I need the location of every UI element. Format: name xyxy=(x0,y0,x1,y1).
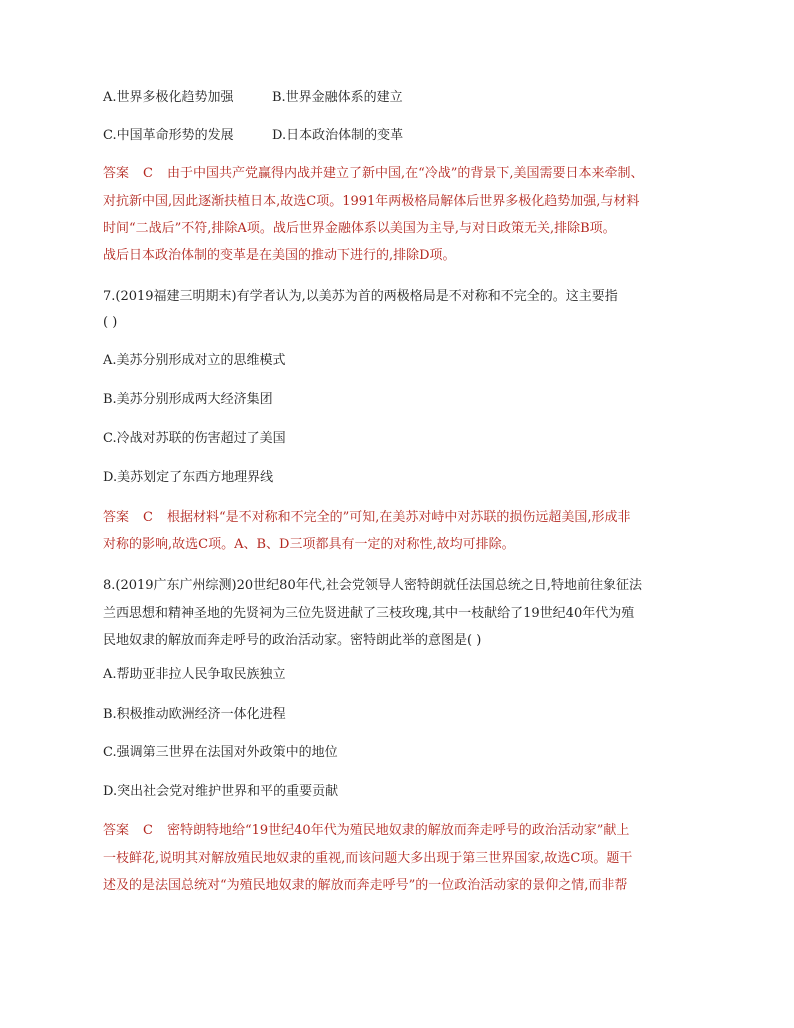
q6-answer-line-4: 战后日本政治体制的变革是在美国的推动下进行的,排除D项。 xyxy=(103,248,456,263)
q6-option-a: A.世界多极化趋势加强 xyxy=(103,90,234,105)
q7-answer-prefix: 答案 xyxy=(103,510,130,525)
q6-answer-line-2: 对抗新中国,因此逐渐扶植日本,故选C项。1991年两极格局解体后世界多极化趋势加强,与材料 xyxy=(103,194,640,209)
q8-answer-letter: C xyxy=(143,823,153,838)
q8-answer-line-1 xyxy=(103,822,629,840)
q8-answer-line-2: 一枝鲜花,说明其对解放殖民地奴隶的重视,而该问题大多出现于第三世界国家,故选C项。题干 xyxy=(103,851,633,866)
q7-option-c: C.冷战对苏联的伤害超过了美国 xyxy=(103,431,286,446)
q7-option-b: B.美苏分别形成两大经济集团 xyxy=(103,392,273,407)
q6-answer-line-3: 时间“二战后”不符,排除A项。战后世界金融体系以美国为主导,与对日政策无关,排除B项。 xyxy=(103,221,616,236)
q6-answer-text: 由于中国共产党赢得内战并建立了新中国,在“冷战”的背景下,美国需要日本来牵制、 xyxy=(166,166,644,181)
q7-option-a: A.美苏分别形成对立的思维模式 xyxy=(103,353,286,368)
q6-options-row-2 xyxy=(103,127,404,145)
q7-answer-line-2: 对称的影响,故选C项。A、B、D三项都具有一定的对称性,故均可排除。 xyxy=(103,537,515,552)
q7-stem-line-2: ( ) xyxy=(103,315,118,330)
q6-option-c: C.中国革命形势的发展 xyxy=(103,128,234,143)
q7-option-d: D.美苏划定了东西方地理界线 xyxy=(103,470,274,485)
q7-answer-line-1 xyxy=(103,509,631,527)
q8-stem-line-1: 8.(2019广东广州综测)20世纪80年代,社会党领导人密特朗就任法国总统之日,特地前往象征法 xyxy=(103,578,642,593)
q8-option-d: D.突出社会党对维护世界和平的重要贡献 xyxy=(103,784,339,799)
q8-answer-line-3: 述及的是法国总统对“为殖民地奴隶的解放而奔走呼号”的一位政治活动家的景仰之情,而非帮 xyxy=(103,878,628,893)
q8-option-b: B.积极推动欧洲经济一体化进程 xyxy=(103,707,286,722)
q6-answer-letter: C xyxy=(143,166,153,181)
q8-answer-prefix: 答案 xyxy=(103,823,130,838)
q8-stem-line-3: 民地奴隶的解放而奔走呼号的政治活动家。密特朗此举的意图是( ) xyxy=(103,633,482,648)
q6-option-b: B.世界金融体系的建立 xyxy=(272,90,403,105)
q8-answer-text: 密特朗特地给“19世纪40年代为殖民地奴隶的解放而奔走呼号的政治活动家”献上 xyxy=(166,823,630,838)
q8-option-a: A.帮助亚非拉人民争取民族独立 xyxy=(103,667,286,682)
q6-answer-line-1 xyxy=(103,165,644,183)
q6-answer-prefix: 答案 xyxy=(103,166,130,181)
q6-option-d: D.日本政治体制的变革 xyxy=(272,128,404,143)
q6-options-row-1 xyxy=(103,89,403,107)
q8-stem-line-2: 兰西思想和精神圣地的先贤祠为三位先贤进献了三枝玫瑰,其中一枝献给了19世纪40年代为殖 xyxy=(103,606,635,621)
q7-answer-letter: C xyxy=(143,510,153,525)
q8-option-c: C.强调第三世界在法国对外政策中的地位 xyxy=(103,745,338,760)
q7-answer-text: 根据材料“是不对称和不完全的”可知,在美苏对峙中对苏联的损伤远超美国,形成非 xyxy=(166,510,631,525)
q7-stem-line-1: 7.(2019福建三明期末)有学者认为,以美苏为首的两极格局是不对称和不完全的。这主要指 xyxy=(103,289,618,304)
